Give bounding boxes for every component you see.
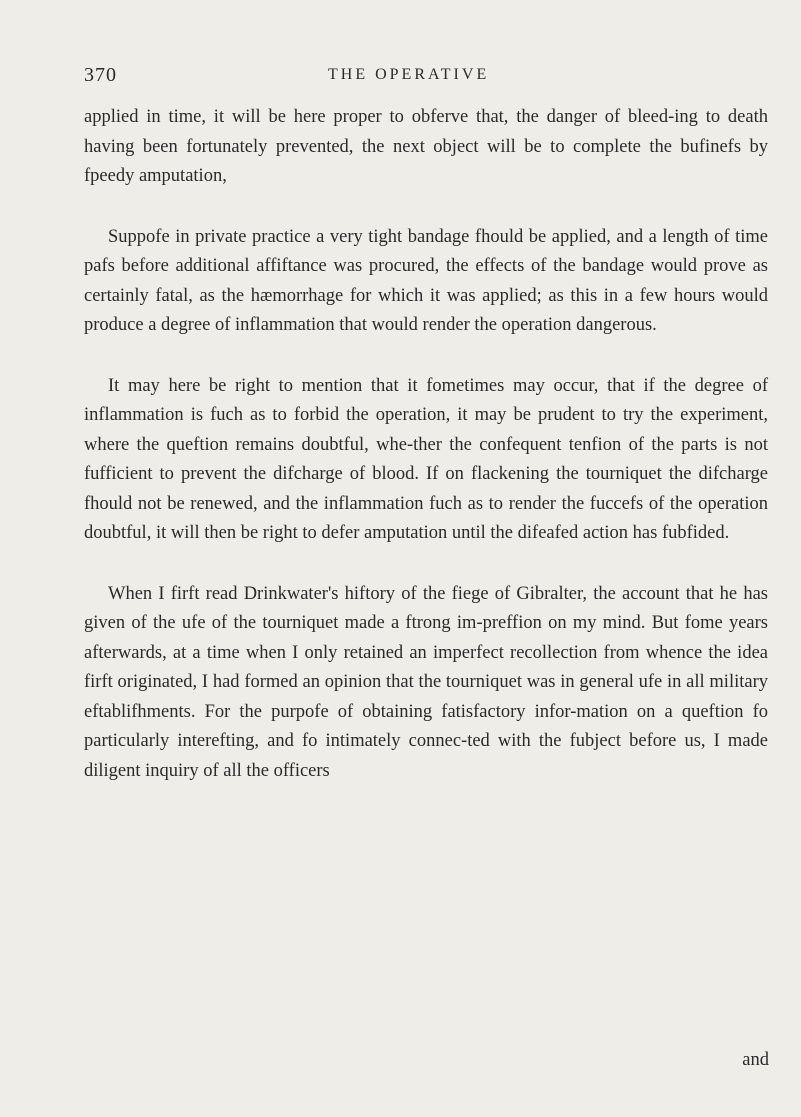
- paragraph-inflammation: It may here be right to mention that it fometimes may occur, that if the degree of inflammation is fuch as to forbid the operation, it may be prudent to try the experiment, where the queftion remains doubtful, whe-ther the confequent tenfion of the parts is not fufficient to prevent the difcharge of blood. If on flackening the tourniquet the difcharge fhould not be renewed, and the inflammation fuch as to render the fuccefs of the operation doubtful, it will then be right to defer amputation until the difeafed action has fubfided.: [84, 375, 768, 543]
- running-head: THE OPERATIVE: [328, 66, 490, 83]
- paragraph-continued: applied in time, it will be here proper to obferve that, the danger of bleed-ing to death having been fortunately prevented, the next object will be to complete the bufinefs by fpeedy amputation,: [84, 107, 768, 186]
- paragraph-bandage: Suppofe in private practice a very tight bandage fhould be applied, and a length of time pafs before additional affiftance was procured, the effects of the bandage would prove as certainly fatal, as the hæmorrhage for which it was applied; as this in a few hours would produce a degree of inflammation that would render the operation dangerous.: [84, 226, 768, 335]
- page-number: 370: [84, 64, 117, 86]
- page-header: [84, 64, 764, 92]
- catchword: and: [742, 1050, 769, 1070]
- body-text: [84, 103, 768, 786]
- paragraph-drinkwater: When I firft read Drinkwater's hiftory of the fiege of Gibralter, the account that he has given of the ufe of the tourniquet made a ftrong im-preffion on my mind. But fome years afterwards, at a time when I only retained an imperfect recollection from whence the idea firft originated, I had formed an opinion that the tourniquet was in general ufe in all military eftablifhments. For the purpofe of obtaining fatisfactory infor-mation on a queftion fo particularly interefting, and fo intimately connec-ted with the fubject before us, I made diligent inquiry of all the officers: [84, 583, 768, 781]
